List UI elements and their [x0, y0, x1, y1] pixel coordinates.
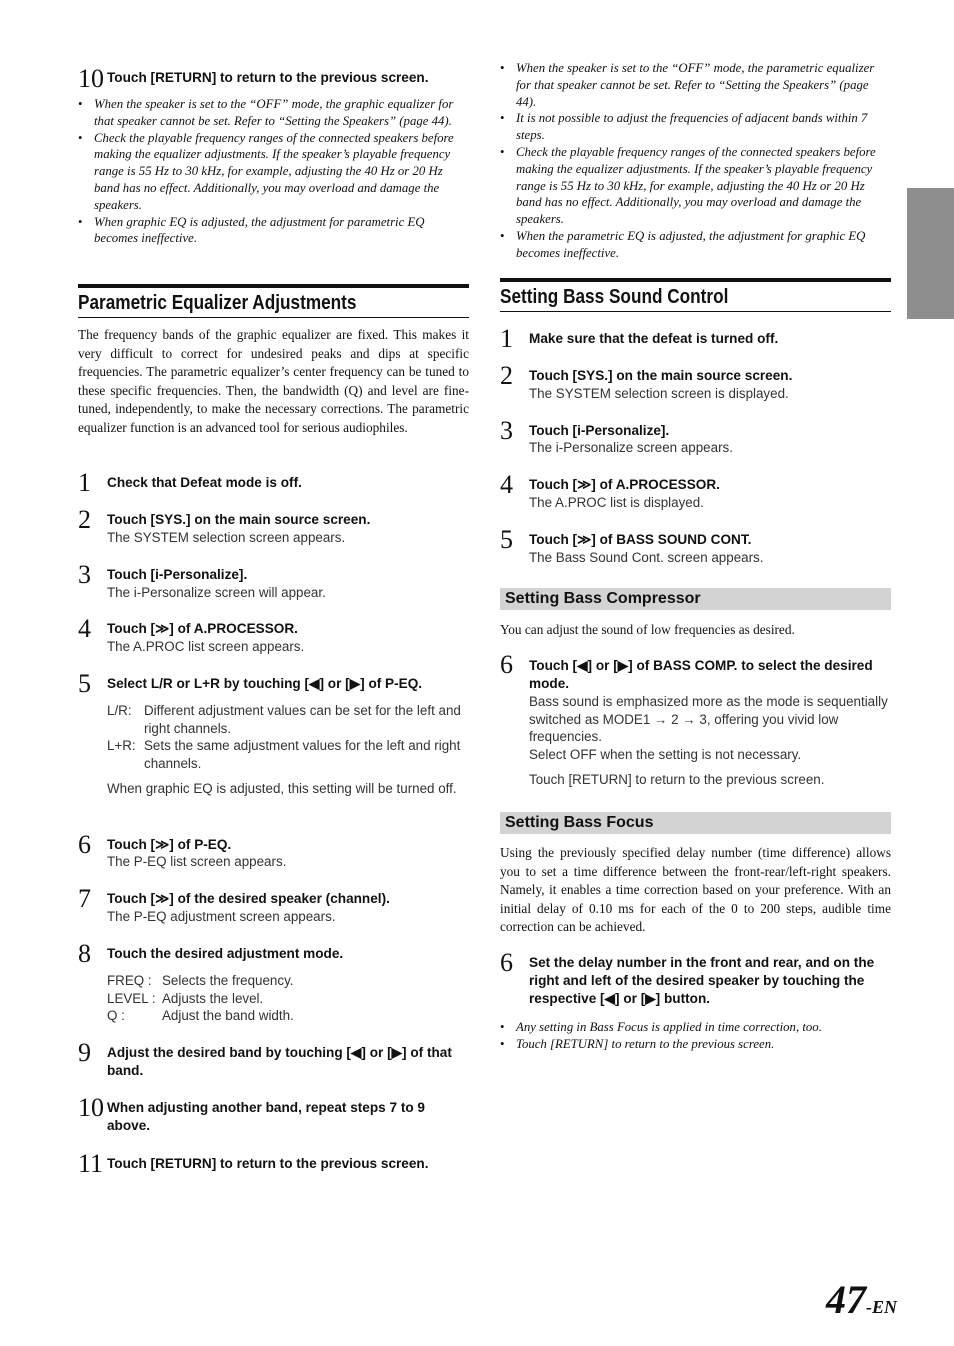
intro-paragraph: The frequency bands of the graphic equalizer are fixed. This makes it very difficult to correct for undesired peaks and dips at specific frequencies. The parametric equalizer’s center frequency can be tuned to these specific frequencies. Then, the bandwidth (Q) and level are fine-tuned, independently, to make the necessary corrections. The parametric equalizer function is an advanced tool for serious audiophiles.: [78, 327, 469, 435]
step-description: Bass sound is emphasized more as the mode is sequentially switched as MODE1 → 2 → 3, offering you vivid low frequencies.: [529, 694, 888, 745]
step-result: The P-EQ list screen appears.: [107, 854, 287, 869]
step-number: 2: [78, 505, 91, 534]
step-result: The A.PROC list screen appears.: [107, 639, 305, 654]
step-number: 9: [78, 1038, 91, 1067]
note-list: [500, 1019, 891, 1053]
mode-definitions: [107, 972, 467, 1025]
step-number: 3: [500, 416, 513, 445]
step-text: Select L/R or L+R by touching [◀] or [▶] of P-EQ.: [107, 676, 423, 691]
step-text: Touch [i-Personalize].: [529, 423, 670, 438]
step-text: Touch [◀] or [▶] of BASS COMP. to select the desired mode.: [529, 658, 873, 691]
step-text: Touch [≫] of BASS SOUND CONT.: [529, 532, 752, 547]
step-number: 10: [78, 1093, 104, 1122]
subsection-intro: Using the previously specified delay number (time difference) allows you to set a time difference between the front-rear/left-right speakers. Namely, it enables a time correction based on your preference. With an initial delay of 0.10 ms for each of the 0 to 200 steps, audible time correction can be achieved.: [500, 845, 891, 935]
step-text: Touch [i-Personalize].: [107, 567, 248, 582]
step-text: Touch the desired adjustment mode.: [107, 946, 344, 961]
note-item: • It is not possible to adjust the frequencies of adjacent bands within 7 steps.: [500, 111, 868, 143]
step-text: Touch [SYS.] on the main source screen.: [529, 368, 793, 383]
step-text: Check that Defeat mode is off.: [107, 475, 302, 490]
step-text: Make sure that the defeat is turned off.: [529, 331, 779, 346]
note-item: • Check the playable frequency ranges of the connected speakers before making the equalizer adjustments. If the speaker’s playable frequency range is 55 Hz to 30 kHz, for example, adjusting the 40 Hz or 20 Hz band has no effect. Additionally, you may overload and damage the speakers.: [500, 144, 876, 227]
note-item: • Any setting in Bass Focus is applied in time correction, too.: [500, 1020, 822, 1034]
step-number: 6: [500, 650, 513, 679]
step-number: 5: [78, 669, 91, 698]
step-number: 1: [500, 324, 513, 353]
definition-q: Q : Adjust the band width.: [107, 1008, 294, 1024]
lr-definitions: [107, 702, 467, 798]
step-result: [529, 693, 889, 789]
subsection-title: Setting Bass Focus: [500, 812, 891, 834]
step-text: Adjust the desired band by touching [◀] or [▶] of that band.: [107, 1045, 452, 1078]
subsection-title: Setting Bass Compressor: [500, 588, 891, 610]
return-note: Touch [RETURN] to return to the previous screen.: [529, 772, 825, 788]
step-number: 6: [500, 948, 513, 977]
definition-level: LEVEL : Adjusts the level.: [107, 990, 264, 1006]
step-result: The i-Personalize screen appears.: [529, 440, 733, 455]
step-text: Set the delay number in the front and rear, and on the right and left of the desired speaker by touching the respective [◀] or [▶] button.: [529, 955, 875, 1006]
step-text: Touch [RETURN] to return to the previous screen.: [107, 1156, 429, 1171]
step-description: Select OFF when the setting is not necessary.: [529, 746, 802, 762]
step-text: Touch [RETURN] to return to the previous screen.: [107, 70, 429, 85]
step-number: 4: [500, 470, 513, 499]
step-text: Touch [SYS.] on the main source screen.: [107, 512, 371, 527]
step-number: 10: [78, 64, 104, 93]
definition-freq: FREQ : Selects the frequency.: [107, 973, 294, 988]
definition-lpr: L+R: Sets the same adjustment values for the left and right channels.: [107, 738, 461, 771]
note-item: • When the speaker is set to the “OFF” mode, the parametric equalizer for that speaker cannot be set. Refer to “Setting the Speakers” (page 44).: [500, 61, 875, 109]
section-title: Parametric Equalizer Adjustments: [78, 284, 469, 318]
step-result: The i-Personalize screen will appear.: [107, 585, 326, 600]
step-result: The P-EQ adjustment screen appears.: [107, 909, 336, 924]
section-tab-marker: [907, 188, 954, 319]
step-number: 4: [78, 614, 91, 643]
note-item: • When the speaker is set to the “OFF” mode, the graphic equalizer for that speaker cannot be set. Refer to “Setting the Speakers” (page 44).: [78, 97, 454, 128]
page-number: 47-EN: [826, 1277, 897, 1322]
step-text: When adjusting another band, repeat steps 7 to 9 above.: [107, 1100, 425, 1133]
step-number: 11: [78, 1149, 104, 1178]
step-number: 2: [500, 361, 513, 390]
step-result: The Bass Sound Cont. screen appears.: [529, 550, 764, 565]
step-number: 7: [78, 884, 91, 913]
step-result: The A.PROC list is displayed.: [529, 495, 704, 510]
step-note: When graphic EQ is adjusted, this setting will be turned off.: [107, 781, 457, 797]
section-title: Setting Bass Sound Control: [500, 278, 891, 312]
note-item: • Check the playable frequency ranges of the connected speakers before making the equalizer adjustments. If the speaker’s playable frequency range is 55 Hz to 30 kHz, for example, adjusting the 40 Hz or 20 Hz band has no effect. Additionally, you may overload and damage the speakers.: [78, 130, 454, 212]
step-number: 8: [78, 939, 91, 968]
step-text: Touch [≫] of P-EQ.: [107, 837, 232, 852]
step-number: 5: [500, 525, 513, 554]
note-list: [500, 60, 891, 262]
note-item: • When the parametric EQ is adjusted, the adjustment for graphic EQ becomes ineffective.: [500, 228, 866, 260]
note-list: [78, 96, 469, 247]
step-number: 1: [78, 468, 91, 497]
step-result: The SYSTEM selection screen is displayed.: [529, 386, 789, 401]
note-item: • Touch [RETURN] to return to the previous screen.: [500, 1036, 775, 1051]
step-result: The SYSTEM selection screen appears.: [107, 530, 346, 545]
subsection-intro: You can adjust the sound of low frequencies as desired.: [500, 622, 795, 637]
note-item: • When graphic EQ is adjusted, the adjustment for parametric EQ becomes ineffective.: [78, 214, 425, 246]
step-number: 3: [78, 560, 91, 589]
step-text: Touch [≫] of A.PROCESSOR.: [107, 621, 298, 636]
step-text: Touch [≫] of A.PROCESSOR.: [529, 477, 720, 492]
step-text: Touch [≫] of the desired speaker (channel).: [107, 891, 390, 906]
step-number: 6: [78, 830, 91, 859]
definition-lr: L/R: Different adjustment values can be set for the left and right channels.: [107, 703, 461, 736]
